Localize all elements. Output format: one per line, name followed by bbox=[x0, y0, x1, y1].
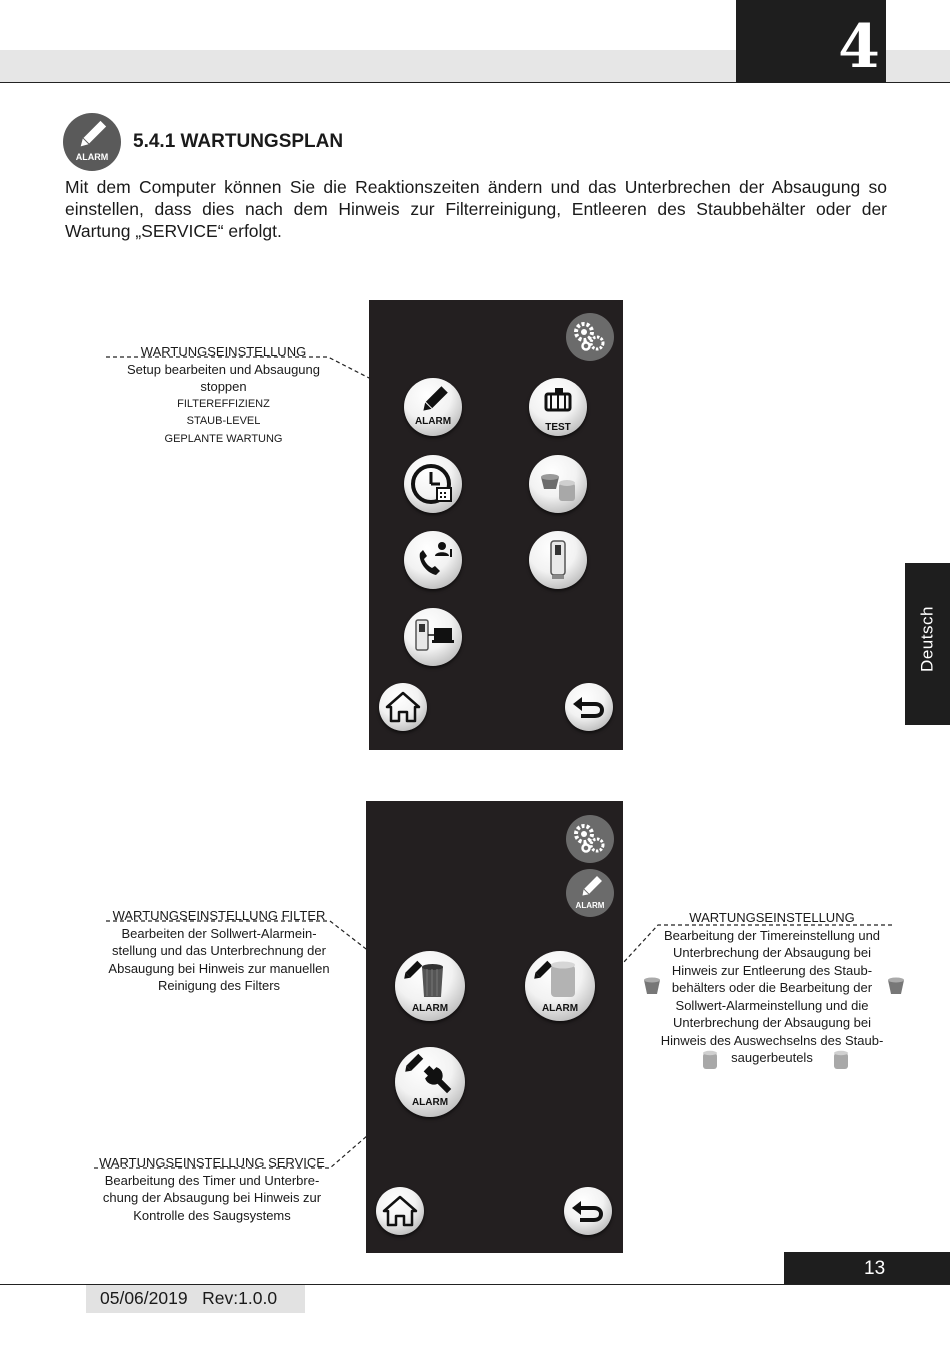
note-item-scheduled-maintenance: GEPLANTE WARTUNG bbox=[164, 432, 283, 445]
test-button-label: TEST bbox=[545, 422, 571, 433]
note-line: Bearbeitung der Timereinstellung und bbox=[663, 927, 881, 943]
pencil-icon bbox=[404, 378, 462, 436]
note-line: Reinigung des Filters bbox=[157, 978, 281, 993]
schedule-button[interactable] bbox=[404, 455, 462, 513]
dust-bin-icon bbox=[529, 455, 587, 513]
note-line: Kontrolle des Saugsystems bbox=[133, 1207, 291, 1223]
back-button[interactable] bbox=[564, 1187, 612, 1235]
dust-bin-alarm-label: ALARM bbox=[541, 1003, 579, 1014]
alarm-indicator-label: ALARM bbox=[575, 901, 605, 910]
settings-gear-icon[interactable] bbox=[566, 815, 614, 863]
control-panel-main bbox=[369, 300, 623, 750]
service-contact-button[interactable] bbox=[404, 531, 462, 589]
computer-link-icon bbox=[404, 608, 462, 666]
service-alarm-button[interactable] bbox=[395, 1047, 465, 1117]
note-line: chung der Absaugung bei Hinweis zur bbox=[102, 1190, 322, 1205]
filter-alarm-label: ALARM bbox=[411, 1003, 449, 1014]
service-alarm-label: ALARM bbox=[411, 1097, 449, 1108]
remote-pc-button[interactable] bbox=[404, 608, 462, 666]
alarm-edit-indicator[interactable] bbox=[566, 869, 614, 917]
page-number: 13 bbox=[864, 1258, 886, 1279]
dust-bin-icon bbox=[643, 976, 661, 996]
dust-bin-icon bbox=[887, 976, 905, 996]
back-button[interactable] bbox=[565, 683, 613, 731]
note-heading: WARTUNGSEINSTELLUNG FILTER bbox=[112, 908, 326, 923]
note-line: Hinweis zur Entleerung des Staub- bbox=[671, 962, 873, 978]
service-setting-note bbox=[92, 1154, 332, 1224]
alarm-icon-label: ALARM bbox=[75, 152, 109, 162]
maintenance-setting-note bbox=[106, 343, 341, 448]
dust-bag-icon bbox=[701, 1050, 719, 1070]
vacuum-unit-icon bbox=[529, 531, 587, 589]
home-icon bbox=[376, 1187, 424, 1235]
home-button[interactable] bbox=[376, 1187, 424, 1235]
note-line: Sollwert-Alarmeinstellung und die bbox=[675, 997, 869, 1013]
revision-box bbox=[86, 1285, 305, 1313]
dust-bin-setting-note bbox=[650, 909, 894, 1067]
alarm-button-label: ALARM bbox=[414, 416, 452, 427]
settings-gear-icon[interactable] bbox=[566, 313, 614, 361]
dust-bin-button[interactable] bbox=[529, 455, 587, 513]
home-icon bbox=[379, 683, 427, 731]
control-panel-maintenance bbox=[366, 801, 623, 1253]
note-heading: WARTUNGSEINSTELLUNG bbox=[689, 910, 855, 925]
clock-calendar-icon bbox=[404, 455, 462, 513]
note-line: Absaugung bei Hinweis zur manuellen bbox=[108, 960, 330, 976]
dust-bag-icon bbox=[832, 1050, 850, 1070]
note-line: Bearbeiten der Sollwert-Alarmein- bbox=[121, 925, 317, 941]
note-line: Hinweis des Auswechselns des Staub- bbox=[660, 1032, 884, 1048]
note-line: Unterbrechung der Absaugung bei bbox=[672, 1015, 872, 1030]
note-heading: WARTUNGSEINSTELLUNG bbox=[140, 344, 307, 359]
note-heading: WARTUNGSEINSTELLUNG SERVICE bbox=[99, 1155, 325, 1170]
revision-text: 05/06/2019 Rev:1.0.0 bbox=[100, 1288, 278, 1308]
filter-setting-note bbox=[100, 907, 338, 995]
filter-alarm-button[interactable] bbox=[395, 951, 465, 1021]
alarm-edit-button[interactable] bbox=[404, 378, 462, 436]
language-tab bbox=[905, 563, 950, 725]
section-title: 5.4.1 WARTUNGSPLAN bbox=[133, 131, 344, 152]
note-line: stellung und das Unterbrechnung der bbox=[112, 943, 326, 958]
return-arrow-icon bbox=[564, 1187, 612, 1235]
note-line: Setup bearbeiten und Absaugung bbox=[126, 361, 320, 377]
dust-bin-alarm-button[interactable] bbox=[525, 951, 595, 1021]
page-number-box bbox=[784, 1252, 950, 1285]
intro-paragraph: Mit dem Computer können Sie die Reaktionszeiten ändern und das Unterbrechen der Absaugung so einstellen, dass dies nach dem Hinweis zur Filterreinigung, Entleeren des Staubbehälter oder der Wartung „SERVICE“ erfolgt. bbox=[65, 177, 887, 241]
chapter-number: 4 bbox=[838, 12, 880, 82]
note-line: saugerbeutels bbox=[731, 1050, 813, 1065]
note-line: behälters oder die Bearbeitung der bbox=[671, 980, 873, 995]
test-button[interactable] bbox=[529, 378, 587, 436]
note-line: Unterbrechung der Absaugung bei bbox=[672, 945, 872, 960]
note-line: stoppen bbox=[200, 379, 247, 394]
phone-technician-icon bbox=[404, 531, 462, 589]
note-item-dust-level: STAUB-LEVEL bbox=[186, 415, 261, 427]
return-arrow-icon bbox=[565, 683, 613, 731]
note-line: Bearbeitung des Timer und Unterbre- bbox=[104, 1172, 320, 1188]
home-button[interactable] bbox=[379, 683, 427, 731]
machine-info-button[interactable] bbox=[529, 531, 587, 589]
language-label: Deutsch bbox=[917, 606, 937, 672]
note-item-filter-efficiency: FILTEREFFIZIENZ bbox=[177, 397, 270, 410]
